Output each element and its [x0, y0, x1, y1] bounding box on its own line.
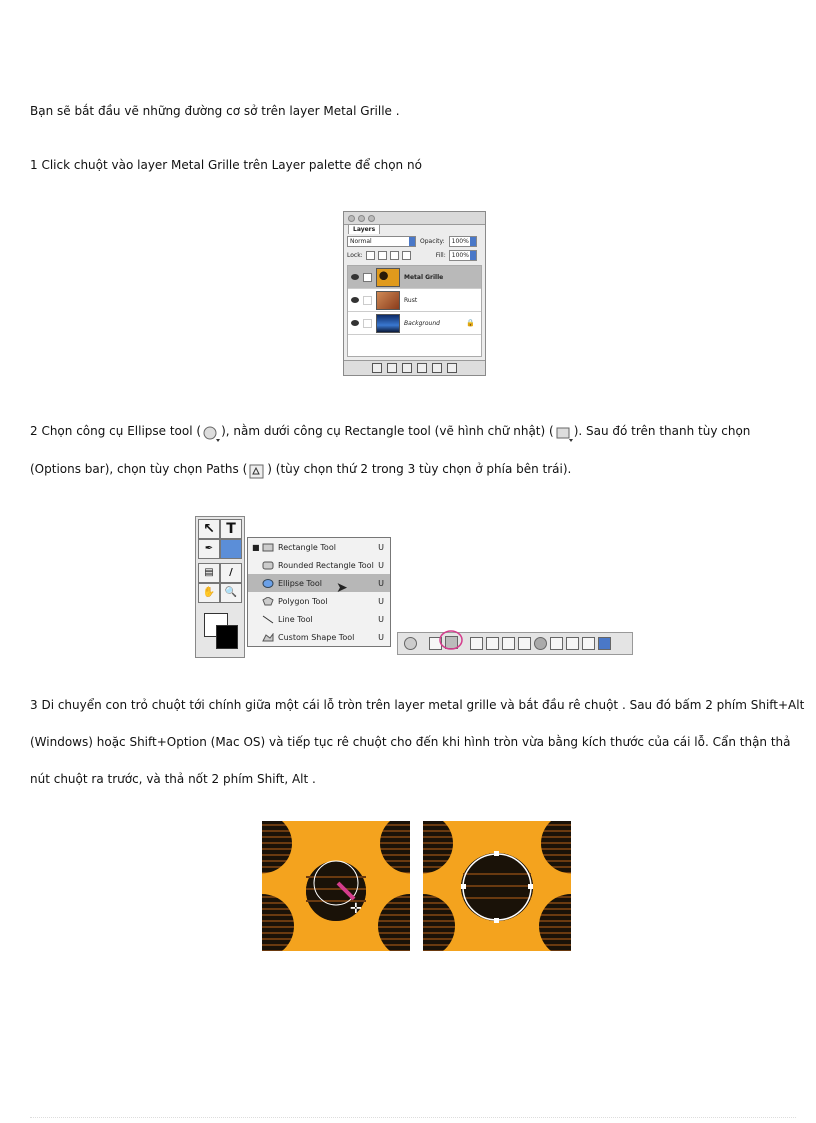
adjustment-layer-icon [417, 363, 427, 373]
flyout-item-ellipse [248, 574, 390, 596]
freeform-pen-option-icon [486, 637, 499, 650]
lock-all-icon [402, 251, 411, 260]
layer-thumbnail [376, 291, 400, 310]
lock-fill-row [347, 250, 482, 261]
close-dot-icon [348, 215, 355, 222]
visibility-eye-icon [351, 297, 359, 303]
layer-row-background [348, 312, 481, 335]
opacity-label: Opacity: [420, 238, 445, 245]
background-color-swatch [216, 625, 238, 649]
polygon-option-icon [550, 637, 563, 650]
fill-value: 100% [449, 250, 477, 261]
lock-paint-icon [378, 251, 387, 260]
lock-label: Lock: [347, 252, 363, 259]
step3-line1: 3 Di chuyển con trỏ chuột tới chính giữa một cái lỗ tròn trên layer metal grille và bắt đầu rê chuột . Sau đó bấm 2 phím Shift+Alt [30, 698, 805, 712]
layer-name: Metal Grille [404, 273, 444, 281]
highlight-circle-icon [439, 629, 463, 651]
grille-drawing [423, 821, 571, 951]
flyout-label: Polygon Tool [278, 596, 328, 606]
ellipse-icon [262, 579, 274, 588]
layer-name: Rust [404, 296, 418, 304]
flyout-shortcut: U [378, 596, 384, 606]
zoom-tool-icon: 🔍 [220, 583, 242, 603]
step2-text-e: ) (tùy chọn thứ 2 trong 3 tùy chọn ở phía bên trái). [267, 462, 572, 476]
visibility-eye-icon [351, 274, 359, 280]
visibility-eye-icon [351, 320, 359, 326]
lock-icon: 🔒 [466, 319, 475, 327]
shape-tool-icon [220, 539, 242, 559]
flyout-item-line [248, 610, 390, 628]
selected-bullet-icon: ■ [252, 542, 260, 552]
pen-option-icon [470, 637, 483, 650]
flyout-item-custom-shape [248, 628, 390, 646]
paths-option-icon [247, 460, 267, 480]
blend-opacity-row [347, 236, 482, 247]
hand-tool-icon: ✋ [198, 583, 220, 603]
flyout-item-rounded-rectangle [248, 556, 390, 574]
flyout-label: Ellipse Tool [278, 578, 322, 588]
intro-paragraph: Bạn sẽ bắt đầu vẽ những đường cơ sở trên layer Metal Grille . [30, 104, 400, 118]
flyout-label: Custom Shape Tool [278, 632, 355, 642]
custom-shape-icon [262, 633, 274, 642]
line-option-icon [566, 637, 579, 650]
dropdown-arrow-icon [598, 637, 611, 650]
rectangle-tool-icon [554, 422, 574, 442]
lock-transparency-icon [366, 251, 375, 260]
grille-image-circle-fit [423, 821, 571, 951]
flyout-shortcut: U [378, 560, 384, 570]
type-tool-icon: T [220, 519, 242, 539]
rounded-rectangle-icon [262, 561, 274, 570]
flyout-shortcut: U [378, 578, 384, 588]
flyout-shortcut: U [378, 632, 384, 642]
step2-text-d: (Options bar), chọn tùy chọn Paths ( [30, 462, 248, 476]
flyout-label: Rounded Rectangle Tool [278, 560, 374, 570]
lock-move-icon [390, 251, 399, 260]
ellipse-option-icon [534, 637, 547, 650]
flyout-shortcut: U [378, 614, 384, 624]
zoom-dot-icon [368, 215, 375, 222]
step2-text-a: 2 Chọn công cụ Ellipse tool ( [30, 424, 202, 438]
link-box-icon [363, 319, 372, 328]
tool-preset-icon [404, 637, 417, 650]
step3-line2: (Windows) hoặc Shift+Option (Mac OS) và tiếp tục rê chuột cho đến khi hình tròn vừa bằng kích thước của cái lỗ. Cẩn thận thả [30, 735, 791, 749]
layers-list [347, 265, 482, 357]
grille-image-drag-start [262, 821, 410, 951]
options-bar [397, 632, 633, 655]
add-mask-icon [387, 363, 397, 373]
step1-paragraph: 1 Click chuột vào layer Metal Grille trên Layer palette để chọn nó [30, 158, 422, 172]
flyout-item-polygon [248, 592, 390, 610]
layer-thumbnail [376, 268, 400, 287]
grille-drawing [262, 821, 410, 951]
flyout-label: Rectangle Tool [278, 542, 336, 552]
layer-thumbnail [376, 314, 400, 333]
palette-bottom-bar [344, 360, 485, 375]
pen-tool-icon: ✒ [198, 539, 220, 559]
layer-name: Background [404, 319, 440, 327]
page-bottom-divider [30, 1117, 796, 1118]
toolbox-panel [195, 516, 245, 658]
step2-line2 [30, 451, 571, 488]
svg-text:✛: ✛ [350, 901, 362, 917]
layer-style-icon [372, 363, 382, 373]
fill-label: Fill: [435, 252, 446, 259]
blend-mode-select: Normal [347, 236, 416, 247]
new-layer-icon [432, 363, 442, 373]
paths-option-highlight [445, 634, 458, 653]
opacity-value: 100% [449, 236, 477, 247]
layer-row-metal-grille [348, 266, 481, 289]
eyedropper-tool-icon: / [220, 563, 242, 583]
flyout-label: Line Tool [278, 614, 313, 624]
layers-tab: Layers [348, 224, 380, 234]
new-set-icon [402, 363, 412, 373]
step2-text-b: ), nằm dưới công cụ Rectangle tool (vẽ hình chữ nhật) ( [221, 424, 554, 438]
step2-text-c: ). Sau đó trên thanh tùy chọn [573, 424, 751, 438]
shape-tool-flyout [247, 537, 391, 647]
ellipse-tool-icon [201, 422, 221, 442]
line-icon [262, 615, 274, 624]
minimize-dot-icon [358, 215, 365, 222]
layer-row-rust [348, 289, 481, 312]
step3-line3: nút chuột ra trước, và thả nốt 2 phím Shift, Alt . [30, 772, 316, 786]
link-box-icon [363, 296, 372, 305]
layers-palette [343, 211, 486, 376]
link-box-icon [363, 273, 372, 282]
rectangle-icon [262, 543, 274, 552]
flyout-shortcut: U [378, 542, 384, 552]
flyout-item-rectangle [248, 538, 390, 556]
custom-shape-option-icon [582, 637, 595, 650]
cursor-arrow-icon: ➤ [336, 580, 348, 596]
polygon-icon [262, 597, 274, 606]
trash-icon [447, 363, 457, 373]
step2-line1 [30, 413, 750, 450]
rectangle-option-icon [502, 637, 515, 650]
move-tool-icon: ↖ [198, 519, 220, 539]
notes-tool-icon: ▤ [198, 563, 220, 583]
rounded-rect-option-icon [518, 637, 531, 650]
